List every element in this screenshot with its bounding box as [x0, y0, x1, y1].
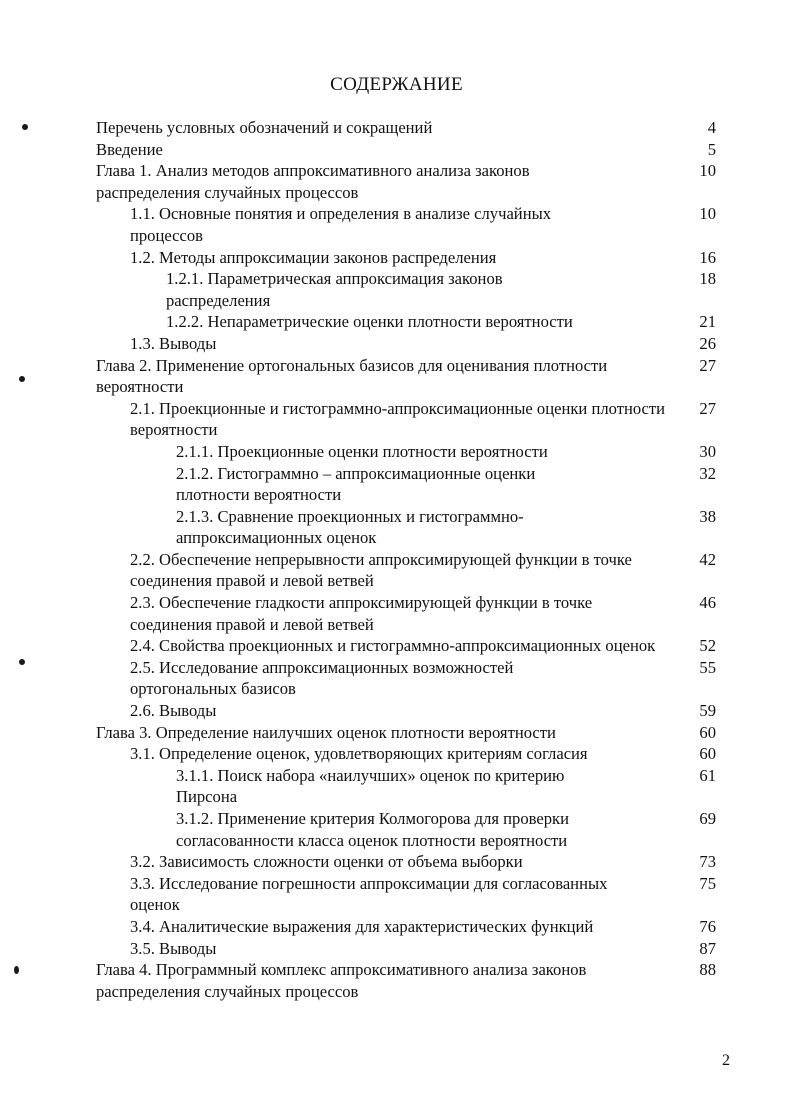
- toc-entry: [96, 700, 736, 722]
- toc-entry-page: 10: [699, 161, 716, 181]
- toc-entry-text: 2.5. Исследование аппроксимационных возможностей ортогональных базисов: [130, 657, 514, 699]
- toc-entry-text: 1.3. Выводы: [130, 333, 217, 353]
- toc-entry: [96, 765, 736, 808]
- toc-entry-page: 59: [699, 701, 716, 721]
- toc-entry-page: 30: [699, 441, 716, 461]
- toc-entry-page: 55: [699, 657, 716, 677]
- toc-entry-text: 2.1.1. Проекционные оценки плотности вероятности: [176, 441, 548, 461]
- toc-entry-page: 69: [699, 809, 716, 828]
- toc-entry-page: 60: [699, 722, 716, 742]
- toc-entry-text: 3.2. Зависимость сложности оценки от объема выборки: [130, 852, 523, 872]
- toc-entry-text: 3.1.1. Поиск набора «наилучших» оценок по критерию Пирсона: [176, 765, 565, 807]
- toc-entry-page: 4: [707, 118, 716, 137]
- toc-entry-page: 52: [699, 636, 716, 656]
- toc-entry-text: 3.5. Выводы: [130, 938, 217, 958]
- toc-entry-page: 46: [699, 593, 716, 613]
- toc-entry-text: 2.1.3. Сравнение проекционных и гистограммно-аппроксимационных оценок: [176, 506, 524, 548]
- toc-entry: [96, 463, 736, 506]
- toc-entry: [96, 268, 736, 311]
- toc-entry: [96, 247, 736, 269]
- toc-entry: [96, 808, 736, 851]
- toc-entry-text: Перечень условных обозначений и сокращений: [96, 118, 433, 137]
- toc-entry: [96, 959, 736, 1002]
- toc-entry: [96, 938, 736, 960]
- toc-entry: [96, 117, 736, 139]
- toc-entry-page: 26: [699, 333, 716, 353]
- toc-entry-text: 3.1. Определение оценок, удовлетворяющих критериям согласия: [130, 744, 588, 764]
- toc-entry: [96, 333, 736, 355]
- toc-entry-page: 27: [699, 355, 716, 375]
- toc-entry-text: 2.1. Проекционные и гистограммно-аппроксимационные оценки плотности вероятности: [130, 398, 666, 440]
- toc-entry-page: 60: [699, 744, 716, 764]
- toc-entry: [96, 549, 736, 592]
- toc-entry-page: 18: [699, 269, 716, 289]
- toc-entry: [96, 139, 736, 161]
- toc-entry-page: 16: [699, 247, 716, 267]
- toc-entry-page: 10: [699, 204, 716, 224]
- binder-hole-mark: [22, 124, 28, 130]
- toc-entry-page: 61: [699, 765, 716, 785]
- toc-entry: [96, 311, 736, 333]
- toc-entry: [96, 160, 736, 203]
- toc-entry-text: Глава 1. Анализ методов аппроксимативного анализа законов распределения случайных процессов: [96, 161, 530, 202]
- toc-entry-text: 2.3. Обеспечение гладкости аппроксимирующей функции в точке соединения правой и левой ветвей: [130, 593, 593, 634]
- toc-entry-text: 1.1. Основные понятия и определения в анализе случайных процессов: [130, 204, 552, 245]
- toc-entry-page: 21: [699, 312, 716, 332]
- toc-entry-page: 42: [699, 549, 716, 569]
- toc-entry-text: 3.4. Аналитические выражения для характеристических функций: [130, 916, 594, 936]
- toc-entry: [96, 592, 736, 635]
- binder-hole-mark: [19, 659, 25, 665]
- toc-entry-page: 75: [699, 873, 716, 893]
- toc-entry: [96, 203, 736, 246]
- toc-entry-text: 2.4. Свойства проекционных и гистограммно-аппроксимационных оценок: [130, 636, 656, 656]
- page-title: СОДЕРЖАНИЕ: [330, 74, 463, 95]
- toc-entry-text: 2.1.2. Гистограммно – аппроксимационные оценки плотности вероятности: [176, 463, 536, 505]
- toc-entry-text: Введение: [96, 139, 163, 159]
- toc-entry: [96, 873, 736, 916]
- binder-hole-mark: [14, 966, 19, 974]
- page-number: 2: [722, 1052, 730, 1069]
- toc-entry-page: 5: [707, 139, 716, 159]
- toc-entry-text: 3.3. Исследование погрешности аппроксимации для согласованных оценок: [130, 873, 608, 915]
- toc-entry-text: 1.2.2. Непараметрические оценки плотности вероятности: [166, 312, 573, 332]
- toc-entry-page: 32: [699, 463, 716, 483]
- toc-entry-page: 27: [699, 398, 716, 418]
- toc-entry: [96, 657, 736, 700]
- toc-entry-text: 2.6. Выводы: [130, 701, 217, 721]
- toc-entry-page: 88: [699, 960, 716, 980]
- toc-entry: [96, 916, 736, 938]
- toc-entry-page: 76: [699, 916, 716, 936]
- toc-entry-text: 3.1.2. Применение критерия Колмогорова для проверки согласованности класса оценок плотности вероятности: [176, 809, 569, 850]
- toc-entry: [96, 635, 736, 657]
- table-of-contents: [96, 117, 736, 1002]
- toc-entry: [96, 743, 736, 765]
- toc-entry-page: 87: [699, 938, 716, 958]
- toc-entry-text: Глава 3. Определение наилучших оценок плотности вероятности: [96, 722, 556, 742]
- toc-entry-page: 73: [699, 852, 716, 872]
- toc-entry: [96, 851, 736, 873]
- toc-entry-text: 1.2. Методы аппроксимации законов распределения: [130, 247, 497, 267]
- toc-entry-text: 2.2. Обеспечение непрерывности аппроксимирующей функции в точке соединения правой и левой ветвей: [130, 549, 632, 591]
- binder-hole-mark: [19, 376, 25, 382]
- toc-entry: [96, 441, 736, 463]
- toc-entry: [96, 722, 736, 744]
- toc-entry: [96, 398, 736, 441]
- toc-entry: [96, 506, 736, 549]
- toc-entry-text: Глава 2. Применение ортогональных базисов для оценивания плотности вероятности: [96, 355, 608, 397]
- toc-entry-text: 1.2.1. Параметрическая аппроксимация законов распределения: [166, 269, 503, 310]
- toc-entry: [96, 355, 736, 398]
- toc-entry-page: 38: [699, 506, 716, 526]
- toc-entry-text: Глава 4. Программный комплекс аппроксимативного анализа законов распределения случайных процессов: [96, 960, 587, 1001]
